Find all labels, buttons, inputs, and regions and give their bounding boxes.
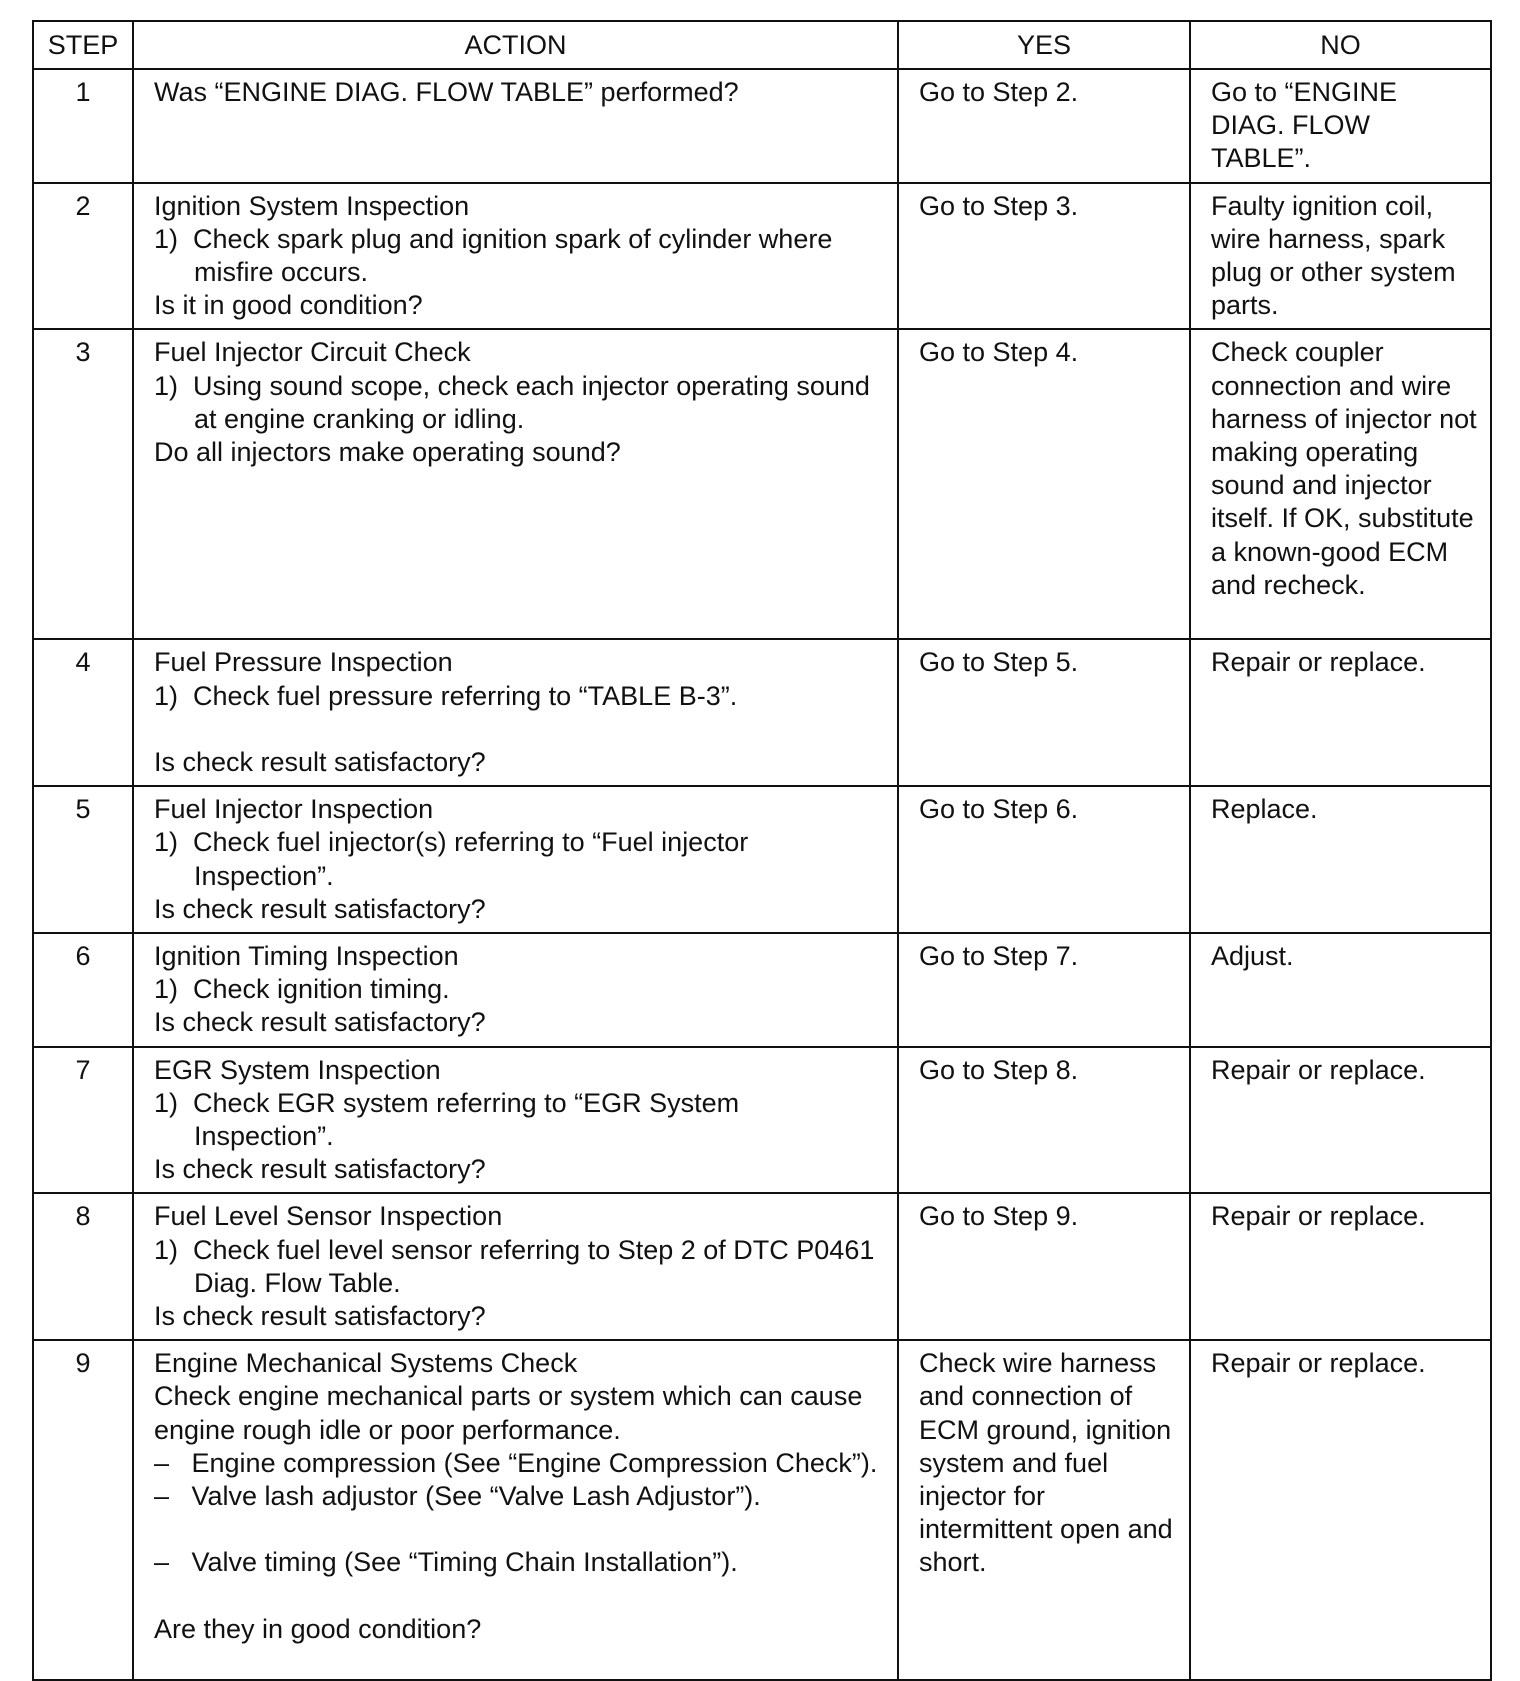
no-cell: Faulty ignition coil, wire harness, spark plug or other system parts.: [1190, 183, 1491, 330]
yes-cell: Go to Step 7.: [898, 933, 1190, 1047]
action-cell: [133, 786, 898, 933]
no-cell: Repair or replace.: [1190, 1047, 1491, 1194]
blank-line: [154, 1513, 885, 1546]
header-no: NO: [1190, 21, 1491, 69]
table-row: [33, 183, 1491, 330]
no-cell: Repair or replace.: [1190, 639, 1491, 786]
yes-cell: Go to Step 8.: [898, 1047, 1190, 1194]
action-cell: [133, 69, 898, 183]
no-cell: Repair or replace.: [1190, 1193, 1491, 1340]
action-title: Was “ENGINE DIAG. FLOW TABLE” performed?: [154, 77, 739, 107]
table-row: [33, 329, 1491, 639]
action-question: Is check result satisfactory?: [154, 1007, 486, 1038]
action-title: Engine Mechanical Systems Check: [154, 1348, 578, 1379]
header-action: ACTION: [133, 21, 898, 69]
yes-cell: Go to Step 2.: [898, 69, 1190, 183]
step-number: 4: [33, 639, 133, 786]
yes-cell: Go to Step 3.: [898, 183, 1190, 330]
action-question: Is check result satisfactory?: [154, 1154, 486, 1185]
table-row: [33, 786, 1491, 933]
action-question: Is check result satisfactory?: [154, 893, 486, 924]
action-title: Fuel Injector Circuit Check: [154, 337, 471, 368]
action-cell: [133, 1047, 898, 1194]
no-cell: Check coupler connection and wire harness of injector not making operating sound and injector itself. If OK, substitute a known-good ECM and recheck.: [1190, 329, 1491, 639]
action-question: Do all injectors make operating sound?: [154, 437, 621, 468]
yes-cell: Go to Step 6.: [898, 786, 1190, 933]
table-row: [33, 933, 1491, 1047]
step-number: 3: [33, 329, 133, 639]
step-number: 5: [33, 786, 133, 933]
step-number: 8: [33, 1193, 133, 1340]
action-question: Is check result satisfactory?: [154, 747, 486, 778]
no-cell: Replace.: [1190, 786, 1491, 933]
action-intro: Check engine mechanical parts or system which can cause engine rough idle or poor performance.: [154, 1381, 870, 1445]
table-row: [33, 1047, 1491, 1194]
action-instruction: 1) Check ignition timing.: [154, 974, 450, 1005]
action-instruction: 1) Using sound scope, check each injector operating sound at engine cranking or idling.: [154, 370, 870, 434]
action-cell: [133, 1193, 898, 1340]
header-yes: YES: [898, 21, 1190, 69]
step-number: 2: [33, 183, 133, 330]
no-cell: Go to “ENGINE DIAG. FLOW TABLE”.: [1190, 69, 1491, 183]
action-instruction: 1) Check fuel injector(s) referring to “Fuel injector Inspection”.: [154, 827, 749, 891]
step-number: 1: [33, 69, 133, 183]
action-title: Fuel Pressure Inspection: [154, 647, 453, 678]
action-cell: [133, 933, 898, 1047]
action-title: EGR System Inspection: [154, 1054, 441, 1085]
action-title: Fuel Injector Inspection: [154, 794, 434, 825]
action-cell: [133, 329, 898, 639]
yes-cell: Check wire harness and connection of ECM ground, ignition system and fuel injector for intermittent open and short.: [898, 1340, 1190, 1680]
table-row: [33, 1193, 1491, 1340]
action-question: Are they in good condition?: [154, 1613, 482, 1644]
table-header-row: [33, 21, 1491, 69]
check-item-valve-lash: – Valve lash adjustor (See “Valve Lash Adjustor”).: [154, 1481, 761, 1512]
diagnostic-flow-table: [32, 20, 1492, 1681]
table-row: [33, 639, 1491, 786]
action-title: Ignition Timing Inspection: [154, 941, 459, 972]
table-row: [33, 69, 1491, 183]
action-title: Fuel Level Sensor Inspection: [154, 1201, 503, 1232]
no-cell: Adjust.: [1190, 933, 1491, 1047]
action-instruction: 1) Check fuel level sensor referring to Step 2 of DTC P0461 Diag. Flow Table.: [154, 1234, 875, 1298]
yes-cell: Go to Step 9.: [898, 1193, 1190, 1340]
action-question: Is check result satisfactory?: [154, 1301, 486, 1332]
step-number: 9: [33, 1340, 133, 1680]
yes-cell: Go to Step 5.: [898, 639, 1190, 786]
action-title: Ignition System Inspection: [154, 190, 470, 221]
blank-line: [154, 713, 885, 746]
action-cell: [133, 639, 898, 786]
check-item-valve-timing: – Valve timing (See “Timing Chain Installation”).: [154, 1547, 738, 1578]
blank-line: [154, 1580, 885, 1613]
step-number: 7: [33, 1047, 133, 1194]
action-instruction: 1) Check fuel pressure referring to “TABLE B-3”.: [154, 680, 738, 711]
header-step: STEP: [33, 21, 133, 69]
yes-cell: Go to Step 4.: [898, 329, 1190, 639]
no-cell: Repair or replace.: [1190, 1340, 1491, 1680]
action-instruction: 1) Check EGR system referring to “EGR System Inspection”.: [154, 1087, 740, 1152]
check-item-compression: – Engine compression (See “Engine Compression Check”).: [154, 1447, 878, 1478]
step-number: 6: [33, 933, 133, 1047]
action-cell: [133, 1340, 898, 1680]
action-instruction: 1) Check spark plug and ignition spark of cylinder where misfire occurs.: [154, 223, 833, 288]
action-cell: [133, 183, 898, 330]
table-row: [33, 1340, 1491, 1680]
action-question: Is it in good condition?: [154, 290, 423, 321]
